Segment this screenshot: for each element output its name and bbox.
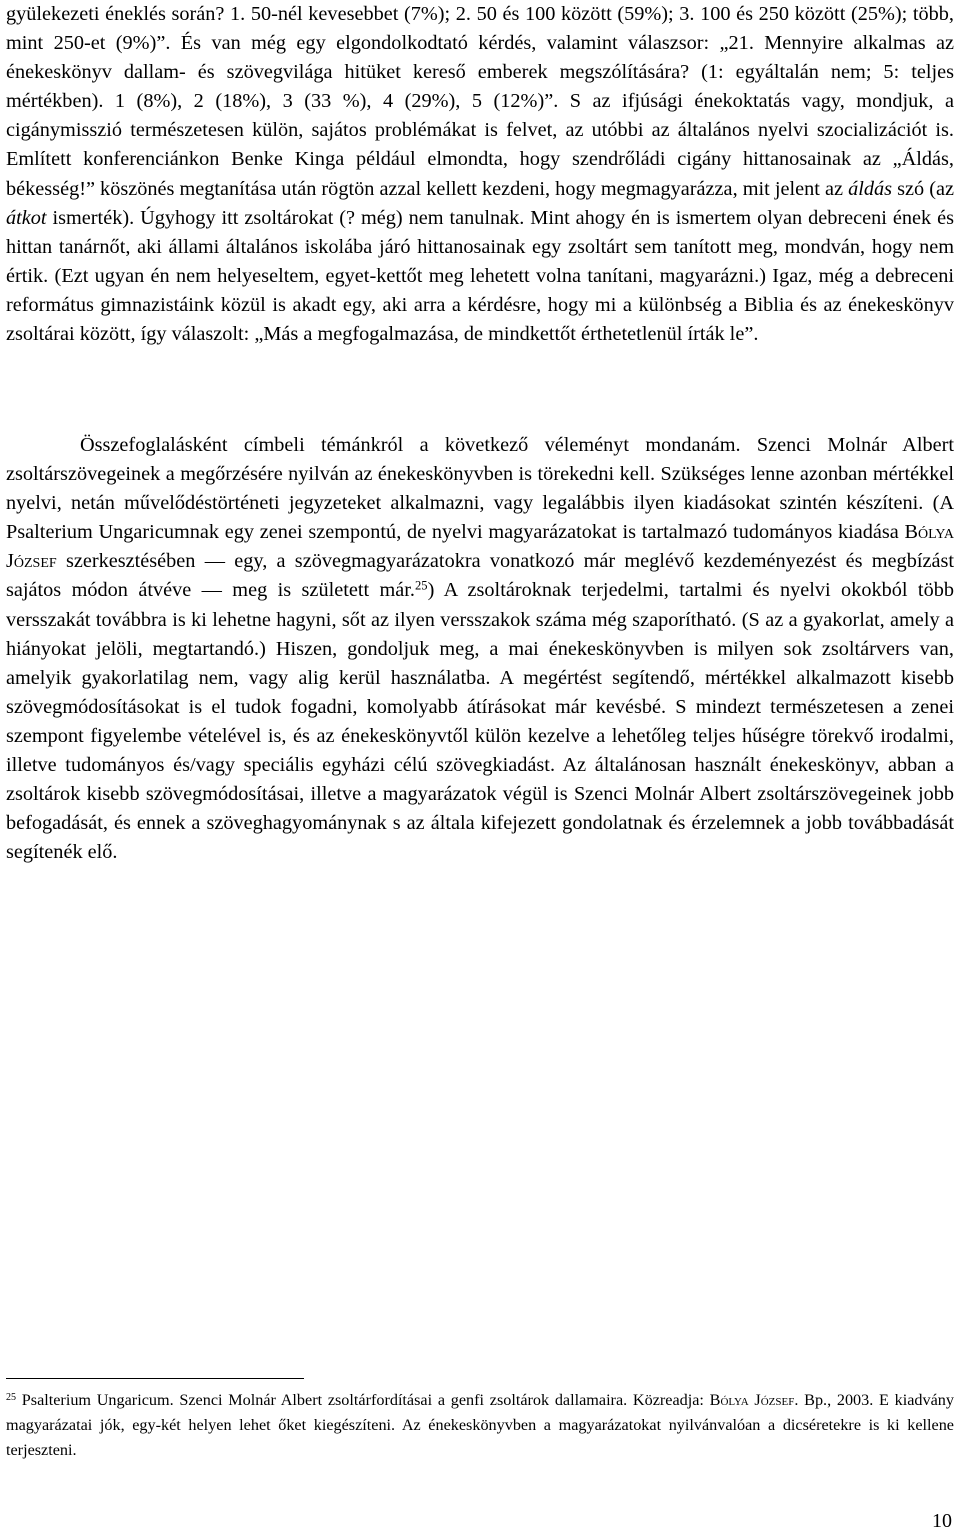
footnote-separator xyxy=(6,1378,304,1379)
emphasis-term: átkot xyxy=(6,206,47,229)
author-name: Bólya József xyxy=(709,1391,795,1409)
paragraph-text: gyülekezeti éneklés során? 1. 50-nél kevesebbet (7%); 2. 50 és 100 között (59%); 3. 100 és 250 között (25%); több, mint 250-et (9%)”. És van még egy elgondolkodtató kérdés, valamint válaszsor: „21. Mennyire alkalmas az énekeskönyv dallam- és szövegvilága hitüket kereső emberek megszólítására? (1: egyáltalán nem; 5: teljes mértékben). 1 (8%), 2 (18%), 3 (33 %), 4 (29%), 5 (12%)”. S az ifjúsági énekoktatás vagy, mondjuk, a cigánymisszió természetesen külön, sajátos problémákat is felvet, az utóbbi az általános nyelvi szocializációt is. Említett konferenciánkon Benke Kinga például elmondta, hogy szendrőládi cigány hittanosainak az „Áldás, békesség!” köszönés megtanítása után rögtön azzal kellett kezdeni, hogy megmagyarázza, mit jelent az xyxy=(6,3,954,200)
footnote-number: 25 xyxy=(6,1391,17,1403)
emphasis-term: áldás xyxy=(848,177,893,200)
footnote-reference[interactable]: 25 xyxy=(415,579,428,594)
footnote xyxy=(6,1388,954,1463)
author-name: Bólya József xyxy=(6,521,954,573)
footnote-text: Psalterium Ungaricum. Szenci Molnár Albert zsoltárfordításai a genfi zsoltárok dallamaira. Közreadja: xyxy=(16,1391,710,1409)
body-paragraph xyxy=(6,431,954,867)
footnote-text: . Bp., 2003. E kiadvány magyarázatai jók, egy-két helyen lehet őket kiegészíteni. Az énekeskönyvben a magyarázatokat nyilvánvalóan a dicséretekre is ki kellene terjeszteni. xyxy=(6,1391,954,1459)
paragraph-text: ) A zsoltároknak terjedelmi, tartalmi és nyelvi okokból több versszakát továbbra is ki lehetne hagyni, sőt az ilyen versszakok száma még szaporítható. (S az a gyakorlat, amely a hiányokat jelöli, megtartandó.) Hiszen, gondoljuk meg, a mai énekeskönyvben is milyen sok zsoltárvers van, amelyik gyakorlatilag nem, vagy alig kerül használatba. A megértést segítendő, mértékkel alkalmazott kisebb szövegmódosításokat is el tudok fogadni, komolyabb átírásokat már kevésbé. S mindezt természetesen a zenei szempont figyelembe vételével is, és az énekeskönyvtől külön kezelve a lehetőleg teljes hűségre törekvő irodalmi, illetve tudományos és/vagy speciális egyházi célú szövegkiadást. Az általánosan használt énekeskönyv, abban a zsoltárok kisebb szövegmódosításai, illetve a magyarázatok végül is Szenci Molnár Albert zsoltárszövegeinek jobb befogadását, és ennek a szöveghagyománynak s az általa kifejezett gondolatnak és érzelemnek a jobb továbbadását segítenék elő. xyxy=(6,579,954,864)
body-paragraph xyxy=(6,0,954,349)
paragraph-text: szerkesztésében — egy, a szövegmagyarázatokra vonatkozó már meglévő kezdeményezést és megbízást sajátos módon átvéve — meg is született már. xyxy=(6,550,954,602)
paragraph-text: ismerték). Úgyhogy itt zsoltárokat (? még) nem tanulnak. Mint ahogy én is ismertem olyan debreceni ének és hittan tanárnőt, aki állami általános iskolába járó hittanosainak egy zsoltárt sem tanított meg, mondván, hogy nem értik. (Ezt ugyan én nem helyeseltem, egyet-kettőt meg lehetett volna tanítani, magyarázni.) Igaz, még a debreceni református gimnazistáink közül is akadt egy, aki arra a kérdésre, hogy mi a különbség a Biblia és az énekeskönyv zsoltárai között, így válaszolt: „Más a megfogalmazása, de mindkettőt érthetetlenül írták le”. xyxy=(6,206,954,346)
page-number: 10 xyxy=(932,1510,952,1532)
paragraph-text: Összefoglalásként címbeli témánkról a következő véleményt mondanám. Szenci Molnár Albert zsoltárszövegeinek a megőrzésére nyilván az énekeskönyvben is törekedni kell. Szükséges lenne azonban mértékkel nyelvi, netán művelődéstörténeti jegyzeteket alkalmazni, vagy legalábbis ilyen kiadásokat szintén készíteni. (A Psalterium Ungaricumnak egy zenei szempontú, de nyelvi magyarázatokat is tartalmazó tudományos kiadása xyxy=(6,434,954,544)
paragraph-text: szó (az xyxy=(892,177,954,200)
